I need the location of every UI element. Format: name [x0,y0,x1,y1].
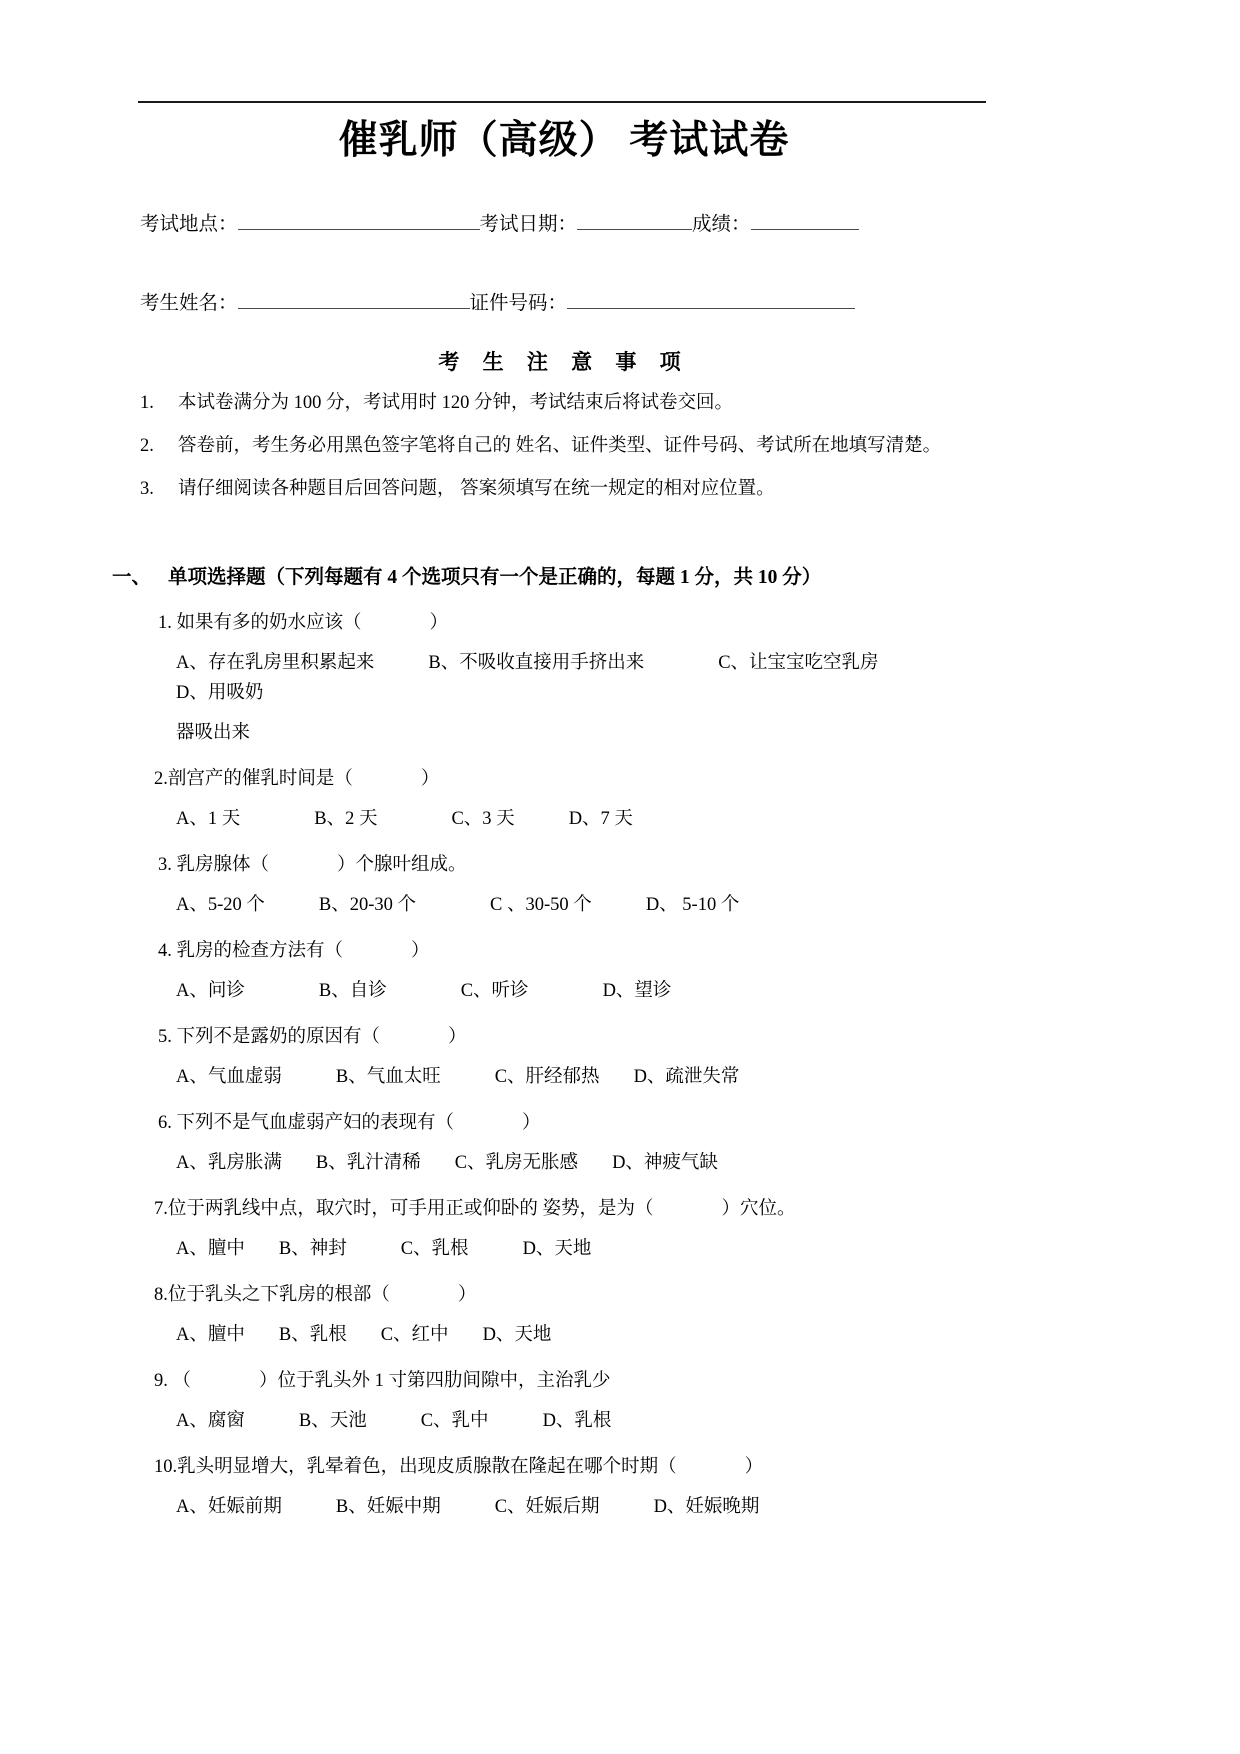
option-c[interactable]: C 、30-50 个 [490,895,592,915]
question-stem [140,1108,1010,1138]
question-item [140,1194,1010,1264]
option-b[interactable]: B、天池 [298,1411,367,1431]
question-number: 5. [158,1027,172,1047]
question-stem-tail: ） [522,1113,541,1133]
option-b[interactable]: B、不吸收直接用手挤出来 [428,653,645,673]
exam-location-blank[interactable] [238,209,480,230]
question-options [140,648,1010,748]
exam-location-label: 考试地点： [140,214,238,235]
question-stem-tail: ）个腺叶组成。 [337,855,467,875]
notice-item-text: 答卷前，考生务必用黑色签字笔将自己的 姓名、证件类型、证件号码、考试所在地填写清楚。 [178,436,942,456]
option-c[interactable]: C、红中 [380,1325,449,1345]
question-stem-tail: ） [744,1457,764,1477]
option-d-continuation[interactable]: 器吸出来 [176,723,251,743]
option-d[interactable]: D、7 天 [568,809,633,829]
question-stem [140,1452,1010,1482]
question-item [140,1280,1010,1350]
option-c[interactable]: C、3 天 [451,809,515,829]
question-stem-text: 乳房腺体（ [176,855,270,875]
option-b[interactable]: B、2 天 [314,809,378,829]
candidate-name-blank[interactable] [238,288,470,309]
option-a[interactable]: A、气血虚弱 [176,1067,282,1087]
section-number: 一、 [112,567,152,588]
question-stem-text: 位于两乳线中点，取穴时，可手用正或仰卧的 姿势，是为（ [167,1199,654,1219]
question-options [140,1320,1010,1350]
option-c[interactable]: C、乳房无胀感 [454,1153,579,1173]
question-stem-tail: ） [457,1285,477,1305]
question-options [140,1406,1010,1436]
question-stem-text: 剖宫产的催乳时间是（ [167,769,353,789]
question-item [140,1022,1010,1092]
option-a[interactable]: A、乳房胀满 [176,1153,282,1173]
option-b[interactable]: B、乳根 [278,1325,347,1345]
question-stem-text: 如果有多的奶水应该（ [176,613,362,633]
option-d[interactable]: D、望诊 [602,981,672,1001]
question-stem-tail: ） [411,941,430,961]
notice-item [140,389,1000,417]
question-number: 7. [154,1199,168,1219]
question-stem-text: （ [172,1371,192,1391]
exam-score-label: 成绩： [692,214,751,235]
question-options [140,1148,1010,1178]
option-b[interactable]: B、气血太旺 [335,1067,441,1087]
option-d[interactable]: D、天地 [482,1325,552,1345]
question-item [140,1366,1010,1436]
notice-item-number: 1. [140,393,154,413]
option-a[interactable]: A、存在乳房里积累起来 [176,653,375,673]
option-a[interactable]: A、问诊 [176,981,245,1001]
candidate-name-label: 考生姓名： [140,293,238,314]
option-c[interactable]: C、乳中 [420,1411,489,1431]
question-stem-tail: ） [448,1027,467,1047]
option-c[interactable]: C、乳根 [400,1239,469,1259]
notice-item-text: 请仔细阅读各种题目后回答问题， 答案须填写在统一规定的相对应位置。 [178,479,775,499]
question-number: 2. [154,769,168,789]
option-d[interactable]: D、用吸奶 [176,683,264,703]
notice-heading: 考 生 注 意 事 项 [438,350,690,374]
option-d[interactable]: D、神疲气缺 [612,1153,718,1173]
question-stem-text: 乳房的检查方法有（ [176,941,344,961]
option-b[interactable]: B、妊娠中期 [335,1497,441,1517]
option-d[interactable]: D、乳根 [542,1411,612,1431]
question-stem-text: 乳头明显增大，乳晕着色，出现皮质腺散在隆起在哪个时期（ [177,1457,677,1477]
question-stem [140,1366,1010,1396]
option-d[interactable]: D、疏泄失常 [633,1067,740,1087]
option-a[interactable]: A、1 天 [176,809,241,829]
header-rule [138,101,986,103]
question-stem [140,850,1010,880]
option-c[interactable]: C、听诊 [460,981,529,1001]
question-stem-text: 下列不是露奶的原因有（ [176,1027,381,1047]
option-a[interactable]: A、膻中 [176,1325,245,1345]
id-number-label: 证件号码： [469,293,568,314]
option-d[interactable]: D、妊娠晚期 [653,1497,760,1517]
option-a[interactable]: A、腐窗 [176,1411,245,1431]
question-stem [140,764,1010,794]
question-options [140,976,1010,1006]
question-options [140,1062,1010,1092]
notice-list [140,389,1000,518]
option-b[interactable]: B、自诊 [318,981,387,1001]
notice-item-number: 2. [140,436,154,456]
question-item [140,1108,1010,1178]
notice-item [140,432,1000,460]
option-a[interactable]: A、妊娠前期 [176,1497,282,1517]
page-title: 催乳师（高级） 考试试卷 [338,119,790,162]
question-stem-tail: ）位于乳头外 1 寸第四肋间隙中，主治乳少 [259,1371,611,1391]
question-item [140,764,1010,834]
option-a[interactable]: A、膻中 [176,1239,245,1259]
question-stem-text: 下列不是气血虚弱产妇的表现有（ [176,1113,455,1133]
option-c[interactable]: C、让宝宝吃空乳房 [718,653,879,673]
exam-date-label: 考试日期： [479,214,578,235]
option-b[interactable]: B、神封 [278,1239,347,1259]
option-d[interactable]: D、 5-10 个 [645,895,740,915]
question-options [140,804,1010,834]
option-b[interactable]: B、乳汁清稀 [315,1153,421,1173]
question-number: 10. [154,1457,178,1477]
question-number: 8. [154,1285,168,1305]
question-number: 9. [154,1371,168,1391]
notice-item [140,475,1000,503]
option-b[interactable]: B、20-30 个 [318,895,417,915]
header-fields-row-1 [140,209,1000,239]
question-item [140,850,1010,920]
option-c[interactable]: C、妊娠后期 [494,1497,600,1517]
question-number: 4. [158,941,172,961]
question-stem [140,936,1010,966]
question-options [140,1234,1010,1264]
question-list [140,608,1010,1538]
question-stem-tail: ）穴位。 [721,1199,796,1219]
question-stem [140,1280,1010,1310]
section-heading [112,563,1002,593]
question-number: 3. [158,855,172,875]
question-stem-tail: ） [429,613,449,633]
exam-date-blank[interactable] [577,209,692,230]
question-item [140,1452,1010,1522]
id-number-blank[interactable] [567,288,855,309]
question-stem [140,1194,1010,1224]
option-a[interactable]: A、5-20 个 [176,895,265,915]
question-options [140,890,1010,920]
header-fields-row-2 [140,288,1000,318]
question-stem-tail: ） [420,769,440,789]
notice-item-text: 本试卷满分为 100 分，考试用时 120 分钟，考试结束后将试卷交回。 [178,393,734,413]
exam-score-blank[interactable] [751,209,859,230]
question-stem [140,1022,1010,1052]
question-stem-text: 位于乳头之下乳房的根部（ [167,1285,390,1305]
question-stem [140,608,1010,638]
section-title: 单项选择题（下列每题有 4 个选项只有一个是正确的，每题 1 分，共 10 分） [168,567,822,588]
question-item [140,936,1010,1006]
question-item [140,608,1010,748]
question-number: 6. [158,1113,172,1133]
question-number: 1. [158,613,172,633]
question-options [140,1492,1010,1522]
option-d[interactable]: D、天地 [522,1239,592,1259]
option-c[interactable]: C、肝经郁热 [494,1067,600,1087]
notice-item-number: 3. [140,479,154,499]
